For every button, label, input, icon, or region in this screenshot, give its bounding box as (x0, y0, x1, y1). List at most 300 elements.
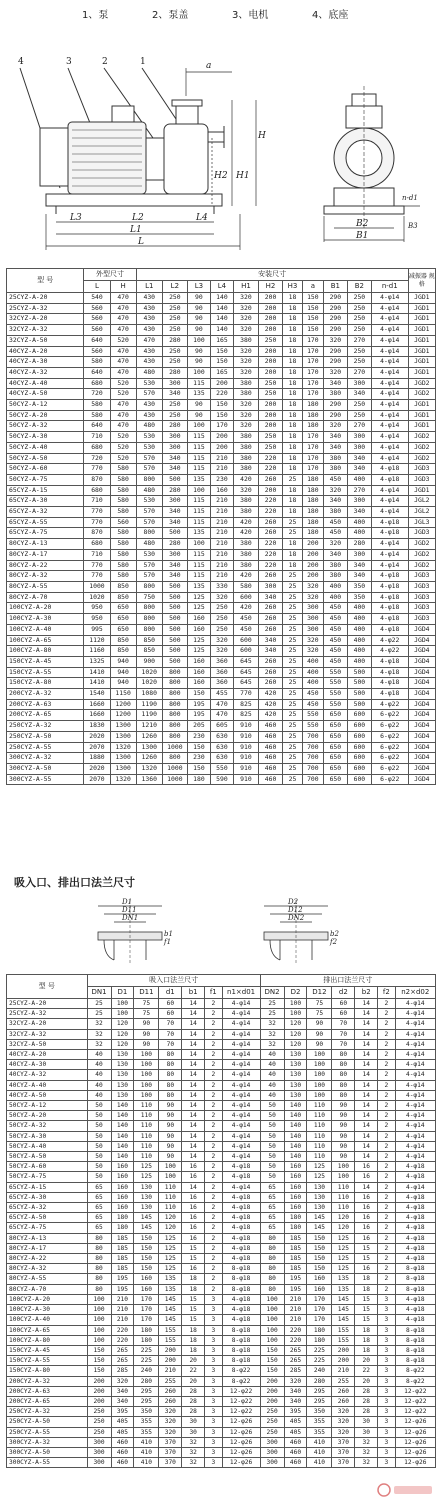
value-cell: 3 (378, 1325, 395, 1335)
value-cell: 15 (182, 1254, 205, 1264)
value-cell: 4-φ14 (371, 378, 408, 389)
value-cell: 270 (347, 485, 371, 496)
value-cell: 450 (302, 689, 323, 700)
model-cell: 100CYZ-A-30 (7, 1305, 88, 1315)
value-cell: 580 (84, 357, 110, 368)
value-cell: 180 (134, 1325, 159, 1335)
value-cell: 2 (205, 1233, 222, 1243)
value-cell: 800 (162, 753, 187, 764)
value-cell: 250 (87, 1427, 111, 1437)
value-cell: 15 (355, 1254, 378, 1264)
value-cell: 80 (332, 1070, 355, 1080)
value-cell: 250 (259, 442, 283, 453)
value-cell: 12-φ22 (222, 1396, 260, 1406)
value-cell: 1200 (110, 710, 136, 721)
value-cell: 160 (284, 1162, 307, 1172)
value-cell: 18 (283, 549, 303, 560)
value-cell: 25 (283, 656, 303, 667)
value-cell: 380 (233, 464, 258, 475)
value-cell: 2 (378, 1213, 395, 1223)
column-header: d2 (332, 987, 355, 999)
value-cell: 8-φ18 (222, 1356, 260, 1366)
value-cell: 250 (162, 346, 187, 357)
value-cell: 2 (378, 1233, 395, 1243)
value-cell: 320 (233, 485, 258, 496)
value-cell: 170 (302, 464, 323, 475)
value-cell: 4-φ14 (371, 442, 408, 453)
value-cell: 700 (302, 753, 323, 764)
value-cell: 65 (87, 1213, 111, 1223)
model-cell: 80CYZ-A-70 (7, 1284, 88, 1294)
value-cell: 340 (259, 646, 283, 657)
dim-label: H (258, 131, 266, 141)
pump-assembly-drawing (0, 28, 440, 258)
column-header: f2 (378, 987, 395, 999)
table-row (7, 421, 436, 432)
value-cell: 195 (111, 1274, 134, 1284)
value-cell: 12-φ22 (395, 1396, 435, 1406)
value-cell: 125 (187, 592, 210, 603)
value-cell: 580 (110, 496, 136, 507)
value-cell: 1200 (110, 699, 136, 710)
value-cell: 210 (210, 517, 233, 528)
value-cell: 2 (205, 1111, 222, 1121)
value-cell: 400 (323, 581, 347, 592)
value-cell: 90 (187, 400, 210, 411)
value-cell: 260 (259, 667, 283, 678)
value-cell: 540 (84, 293, 110, 304)
value-cell: 3 (205, 1335, 222, 1345)
value-cell: 400 (347, 635, 371, 646)
value-cell: JGD4 (408, 624, 435, 635)
value-cell: 70 (332, 1039, 355, 1049)
table-row (7, 1396, 436, 1406)
value-cell: 185 (111, 1264, 134, 1274)
value-cell: 210 (159, 1366, 182, 1376)
value-cell: 250 (210, 614, 233, 625)
value-cell: 14 (355, 1131, 378, 1141)
value-cell: 2 (378, 1080, 395, 1090)
value-cell: 1300 (110, 731, 136, 742)
value-cell: 2 (378, 1274, 395, 1284)
value-cell: 8-φ18 (222, 1325, 260, 1335)
value-cell: 250 (162, 357, 187, 368)
value-cell: 340 (162, 507, 187, 518)
value-cell: 4-φ14 (222, 1019, 260, 1029)
table-row (7, 1090, 436, 1100)
value-cell: 16 (182, 1192, 205, 1202)
value-cell: 4-φ14 (371, 357, 408, 368)
value-cell: 185 (111, 1243, 134, 1253)
value-cell: 355 (307, 1427, 332, 1437)
value-cell: 32 (260, 1039, 284, 1049)
value-cell: 2 (378, 1254, 395, 1264)
table-row (7, 1121, 436, 1131)
value-cell: 2 (205, 1029, 222, 1039)
value-cell: 90 (332, 1131, 355, 1141)
table-row (7, 1029, 436, 1039)
value-cell: 580 (110, 560, 136, 571)
model-cell: 40CYZ-A-30 (7, 1060, 88, 1070)
model-cell: 65CYZ-A-32 (7, 1203, 88, 1213)
value-cell: 110 (307, 1131, 332, 1141)
table-row (7, 560, 436, 571)
value-cell: 18 (283, 293, 303, 304)
value-cell: 200 (259, 400, 283, 411)
flange-dimensions-table (6, 974, 436, 1468)
value-cell: 460 (111, 1437, 134, 1447)
value-cell: 470 (136, 335, 162, 346)
value-cell: 12-φ26 (222, 1427, 260, 1437)
value-cell: 250 (259, 378, 283, 389)
value-cell: 130 (284, 1050, 307, 1060)
value-cell: 290 (323, 410, 347, 421)
value-cell: JGD4 (408, 689, 435, 700)
value-cell: 3 (205, 1447, 222, 1457)
value-cell: JGD3 (408, 464, 435, 475)
table-row (7, 474, 436, 485)
value-cell: 25 (283, 678, 303, 689)
value-cell: 155 (332, 1325, 355, 1335)
value-cell: 90 (307, 1019, 332, 1029)
model-cell: 80CYZ-A-32 (7, 571, 84, 582)
value-cell: 320 (233, 367, 258, 378)
dim-label: B3 (408, 222, 418, 230)
value-cell: 2 (205, 1264, 222, 1274)
outer-size-header: 外型尺寸 (84, 269, 136, 281)
value-cell: 4-φ14 (222, 1182, 260, 1192)
value-cell: 4-φ14 (222, 1070, 260, 1080)
value-cell: 100 (307, 1080, 332, 1090)
value-cell: 32 (355, 1458, 378, 1468)
value-cell: 910 (233, 731, 258, 742)
value-cell: 145 (332, 1315, 355, 1325)
value-cell: 150 (302, 293, 323, 304)
value-cell: 16 (355, 1223, 378, 1233)
value-cell: 300 (259, 581, 283, 592)
table-row (7, 699, 436, 710)
value-cell: 180 (302, 528, 323, 539)
value-cell: 870 (84, 474, 110, 485)
value-cell: 320 (323, 335, 347, 346)
value-cell: 285 (284, 1366, 307, 1376)
column-header: H3 (283, 281, 303, 293)
value-cell: 200 (260, 1396, 284, 1406)
value-cell: 260 (259, 678, 283, 689)
value-cell: 14 (182, 1131, 205, 1141)
value-cell: 460 (111, 1458, 134, 1468)
value-cell: 3 (205, 1396, 222, 1406)
value-cell: 140 (111, 1101, 134, 1111)
inlet-flange-header: 吸入口法兰尺寸 (87, 975, 260, 987)
value-cell: 40 (260, 1050, 284, 1060)
value-cell: 135 (159, 1284, 182, 1294)
value-cell: 4-φ18 (222, 1294, 260, 1304)
value-cell: 135 (187, 581, 210, 592)
value-cell: 25 (283, 581, 303, 592)
value-cell: 850 (136, 635, 162, 646)
value-cell: 2 (205, 999, 222, 1009)
value-cell: 170 (134, 1315, 159, 1325)
value-cell: 295 (134, 1396, 159, 1406)
value-cell: 630 (210, 742, 233, 753)
value-cell: 950 (84, 603, 110, 614)
value-cell: 115 (187, 453, 210, 464)
value-cell: 3 (378, 1437, 395, 1447)
value-cell: 850 (136, 646, 162, 657)
value-cell: 300 (347, 442, 371, 453)
value-cell: 160 (111, 1192, 134, 1202)
value-cell: 100 (187, 485, 210, 496)
value-cell: 185 (111, 1254, 134, 1264)
value-cell: 200 (259, 357, 283, 368)
value-cell: 125 (332, 1264, 355, 1274)
value-cell: 4-φ14 (222, 1080, 260, 1090)
value-cell: 340 (323, 378, 347, 389)
legend-item: 3、电机 (232, 10, 269, 21)
value-cell: 1360 (136, 774, 162, 785)
value-cell: 4-φ14 (371, 410, 408, 421)
value-cell: 1000 (162, 774, 187, 785)
value-cell: 18 (283, 378, 303, 389)
value-cell: 4-φ14 (371, 507, 408, 518)
value-cell: 4-φ14 (371, 293, 408, 304)
value-cell: 180 (284, 1223, 307, 1233)
value-cell: 1410 (84, 678, 110, 689)
value-cell: 250 (347, 410, 371, 421)
value-cell: 570 (136, 571, 162, 582)
value-cell: 14 (355, 1070, 378, 1080)
value-cell: 12-φ26 (395, 1417, 435, 1427)
table-row (7, 1294, 436, 1304)
value-cell: 260 (259, 624, 283, 635)
value-cell: 280 (162, 335, 187, 346)
value-cell: 800 (162, 721, 187, 732)
value-cell: 25 (283, 528, 303, 539)
value-cell: 4-φ14 (222, 1029, 260, 1039)
value-cell: 18 (283, 442, 303, 453)
value-cell: 4-φ18 (371, 689, 408, 700)
table-row (7, 1111, 436, 1121)
value-cell: 3 (378, 1458, 395, 1468)
value-cell: 4-φ14 (395, 1050, 435, 1060)
value-cell: 80 (260, 1254, 284, 1264)
value-cell: 14 (355, 1029, 378, 1039)
value-cell: 2 (205, 1172, 222, 1182)
value-cell: 2 (378, 1060, 395, 1070)
value-cell: 125 (134, 1162, 159, 1172)
table-row (7, 624, 436, 635)
value-cell: 2 (378, 1101, 395, 1111)
value-cell: 180 (111, 1213, 134, 1223)
value-cell: 800 (136, 624, 162, 635)
value-cell: 1830 (84, 721, 110, 732)
value-cell: 20 (182, 1376, 205, 1386)
value-cell: 630 (210, 731, 233, 742)
model-cell: 32CYZ-A-20 (7, 1019, 88, 1029)
value-cell: 2 (205, 1009, 222, 1019)
dim-label: L (138, 237, 144, 247)
value-cell: 800 (162, 731, 187, 742)
value-cell: 580 (110, 485, 136, 496)
value-cell: 20 (355, 1356, 378, 1366)
value-cell: 320 (284, 1376, 307, 1386)
table-row (7, 314, 436, 325)
value-cell: 460 (259, 753, 283, 764)
value-cell: 8-φ18 (395, 1264, 435, 1274)
value-cell: 200 (260, 1386, 284, 1396)
table-row (7, 496, 436, 507)
value-cell: 100 (284, 999, 307, 1009)
value-cell: 210 (210, 453, 233, 464)
table-row (7, 1233, 436, 1243)
value-cell: 320 (323, 539, 347, 550)
value-cell: 14 (182, 1182, 205, 1192)
value-cell: 70 (159, 1029, 182, 1039)
model-cell: 250CYZ-A-32 (7, 1407, 88, 1417)
value-cell: 630 (210, 753, 233, 764)
value-cell: 14 (355, 1111, 378, 1121)
value-cell: 800 (136, 528, 162, 539)
dim-label: L2 (132, 213, 144, 223)
value-cell: 460 (259, 742, 283, 753)
value-cell: 320 (332, 1417, 355, 1427)
value-cell: 4-φ18 (222, 1233, 260, 1243)
flange-label: D2 (288, 898, 299, 906)
parts-legend (0, 6, 440, 26)
value-cell: 580 (110, 539, 136, 550)
value-cell: JGL2 (408, 507, 435, 518)
value-cell: 250 (87, 1407, 111, 1417)
table-row (7, 507, 436, 518)
value-cell: 50 (260, 1101, 284, 1111)
value-cell: 2070 (84, 742, 110, 753)
value-cell: 4-φ14 (222, 1152, 260, 1162)
value-cell: 380 (233, 549, 258, 560)
site-watermark-logo (376, 1482, 436, 1498)
value-cell: 80 (159, 1090, 182, 1100)
dim-label: L1 (130, 225, 142, 235)
column-header: f1 (205, 987, 222, 999)
value-cell: 25 (283, 646, 303, 657)
table-row (7, 646, 436, 657)
value-cell: 400 (347, 656, 371, 667)
value-cell: 4-φ18 (222, 1203, 260, 1213)
value-cell: 4-φ14 (371, 303, 408, 314)
value-cell: 580 (110, 571, 136, 582)
value-cell: 2 (205, 1162, 222, 1172)
value-cell: 140 (111, 1131, 134, 1141)
flange-section-title: 吸入口、排出口法兰尺寸 (14, 876, 135, 889)
value-cell: 405 (111, 1417, 134, 1427)
value-cell: 90 (187, 410, 210, 421)
value-cell: 18 (355, 1335, 378, 1345)
value-cell: 25 (283, 742, 303, 753)
value-cell: 2 (378, 1131, 395, 1141)
value-cell: 18 (283, 432, 303, 443)
legend-item: 2、泵盖 (152, 10, 189, 21)
value-cell: 380 (323, 571, 347, 582)
value-cell: 115 (187, 507, 210, 518)
value-cell: 1080 (136, 689, 162, 700)
value-cell: JGD3 (408, 571, 435, 582)
value-cell: 90 (159, 1121, 182, 1131)
value-cell: 320 (233, 410, 258, 421)
value-cell: 340 (111, 1386, 134, 1396)
value-cell: 380 (323, 464, 347, 475)
model-cell: 300CYZ-A-32 (7, 1437, 88, 1447)
value-cell: 1000 (162, 742, 187, 753)
value-cell: 185 (284, 1254, 307, 1264)
value-cell: 140 (284, 1152, 307, 1162)
value-cell: 2 (378, 1141, 395, 1151)
value-cell: 100 (87, 1305, 111, 1315)
value-cell: 340 (162, 453, 187, 464)
value-cell: 4-φ18 (371, 667, 408, 678)
value-cell: 3 (205, 1356, 222, 1366)
value-cell: 4-φ18 (371, 624, 408, 635)
value-cell: 90 (159, 1101, 182, 1111)
model-cell: 80CYZ-A-17 (7, 549, 84, 560)
value-cell: 90 (187, 314, 210, 325)
value-cell: 320 (332, 1407, 355, 1417)
value-cell: 16 (355, 1203, 378, 1213)
value-cell: 200 (259, 293, 283, 304)
value-cell: 910 (233, 774, 258, 785)
value-cell: 910 (233, 763, 258, 774)
value-cell: 3 (378, 1356, 395, 1366)
value-cell: 220 (259, 560, 283, 571)
value-cell: 825 (233, 699, 258, 710)
value-cell: 2 (378, 1172, 395, 1182)
value-cell: 550 (210, 763, 233, 774)
value-cell: 255 (332, 1376, 355, 1386)
value-cell: 480 (136, 539, 162, 550)
table-row (7, 1192, 436, 1202)
value-cell: 120 (284, 1039, 307, 1049)
value-cell: 80 (87, 1233, 111, 1243)
value-cell: 100 (307, 1090, 332, 1100)
value-cell: 2 (378, 1029, 395, 1039)
value-cell: 115 (187, 549, 210, 560)
value-cell: JGD4 (408, 635, 435, 646)
value-cell: 520 (110, 378, 136, 389)
model-cell: 40CYZ-A-30 (7, 357, 84, 368)
value-cell: 32 (87, 1019, 111, 1029)
value-cell: JGD1 (408, 367, 435, 378)
dim-label: n-d1 (402, 194, 418, 202)
value-cell: 3 (378, 1294, 395, 1304)
value-cell: 520 (110, 389, 136, 400)
value-cell: 125 (159, 1233, 182, 1243)
value-cell: 8-φ18 (222, 1345, 260, 1355)
value-cell: 8-φ18 (395, 1325, 435, 1335)
value-cell: 400 (302, 678, 323, 689)
value-cell: 200 (259, 421, 283, 432)
value-cell: 300 (260, 1458, 284, 1468)
table-row (7, 1070, 436, 1080)
value-cell: 560 (84, 325, 110, 336)
value-cell: 90 (159, 1131, 182, 1141)
value-cell: 22 (355, 1366, 378, 1376)
value-cell: 2 (378, 1050, 395, 1060)
value-cell: 3 (205, 1315, 222, 1325)
dim-label: L3 (70, 213, 82, 223)
value-cell: JGD3 (408, 614, 435, 625)
model-cell: 50CYZ-A-20 (7, 1111, 88, 1121)
value-cell: 135 (332, 1274, 355, 1284)
value-cell: 910 (233, 753, 258, 764)
